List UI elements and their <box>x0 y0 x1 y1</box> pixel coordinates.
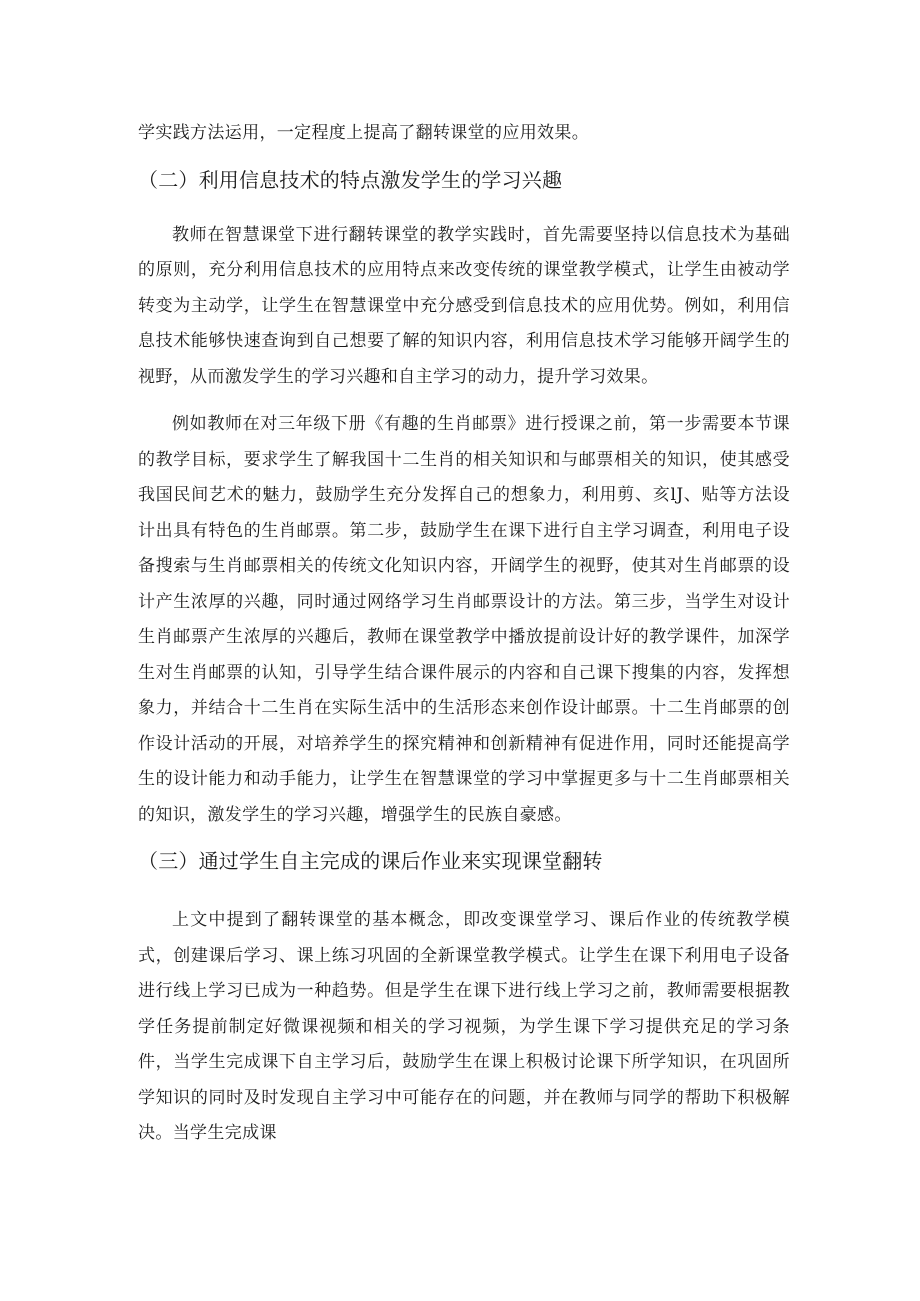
intro-fragment: 学实践方法运用，一定程度上提高了翻转课堂的应用效果。 <box>138 123 590 143</box>
section2-paragraph-1: 教师在智慧课堂下进行翻转课堂的教学实践时，首先需要坚持以信息技术为基础的原则，充分利用信息技术的应用特点来改变传统的课堂教学模式，让学生由被动学转变为主动学，让学生在智慧课堂中充分感受到信息技术的应用优势。例如，利用信息技术能够快速查询到自己想要了解的知识内容，利用信息技术学习能够开阔学生的视野，从而激发学生的学习兴趣和自主学习的动力，提升学习效果。 <box>138 224 790 387</box>
section3-paragraph-1: 上文中提到了翻转课堂的基本概念，即改变课堂学习、课后作业的传统教学模式，创建课后学习、课上练习巩固的全新课堂教学模式。让学生在课下利用电子设备进行线上学习已成为一种趋势。但是学生在课下进行线上学习之前，教师需要根据教学任务提前制定好微课视频和相关的学习视频，为学生课下学习提供充足的学习条件，当学生完成课下自主学习后，鼓励学生在课上积极讨论课下所学知识，在巩固所学知识的同时及时发现自主学习中可能存在的问题，并在教师与同学的帮助下积极解决。当学生完成课 <box>138 910 790 1143</box>
section-heading-2: （二）利用信息技术的特点激发学生的学习兴趣 <box>138 167 563 192</box>
section-heading-3: （三）通过学生自主完成的课后作业来实现课堂翻转 <box>138 849 603 873</box>
document-body <box>138 116 790 1152</box>
section2-paragraph-2: 例如教师在对三年级下册《有趣的生肖邮票》进行授课之前，第一步需要本节课的教学目标，要求学生了解我国十二生肖的相关知识和与邮票相关的知识，使其感受我国民间艺术的魅力，鼓励学生充分发挥自己的想象力，利用剪、亥lJ、贴等方法设计出具有特色的生肖邮票。第二步，鼓励学生在课下进行自主学习调查，利用电子设备搜索与生肖邮票相关的传统文化知识内容，开阔学生的视野，使其对生肖邮票的设计产生浓厚的兴趣，同时通过网络学习生肖邮票设计的方法。第三步，当学生对设计生肖邮票产生浓厚的兴趣后，教师在课堂教学中播放提前设计好的教学课件，加深学生对生肖邮票的认知，引导学生结合课件展示的内容和自己课下搜集的内容，发挥想象力，并结合十二生肖在实际生活中的生活形态来创作设计邮票。十二生肖邮票的创作设计活动的开展，对培养学生的探究精神和创新精神有促进作用，同时还能提高学生的设计能力和动手能力，让学生在智慧课堂的学习中掌握更多与十二生肖邮票相关的知识，激发学生的学习兴趣，增强学生的民族自豪感。 <box>138 414 790 825</box>
